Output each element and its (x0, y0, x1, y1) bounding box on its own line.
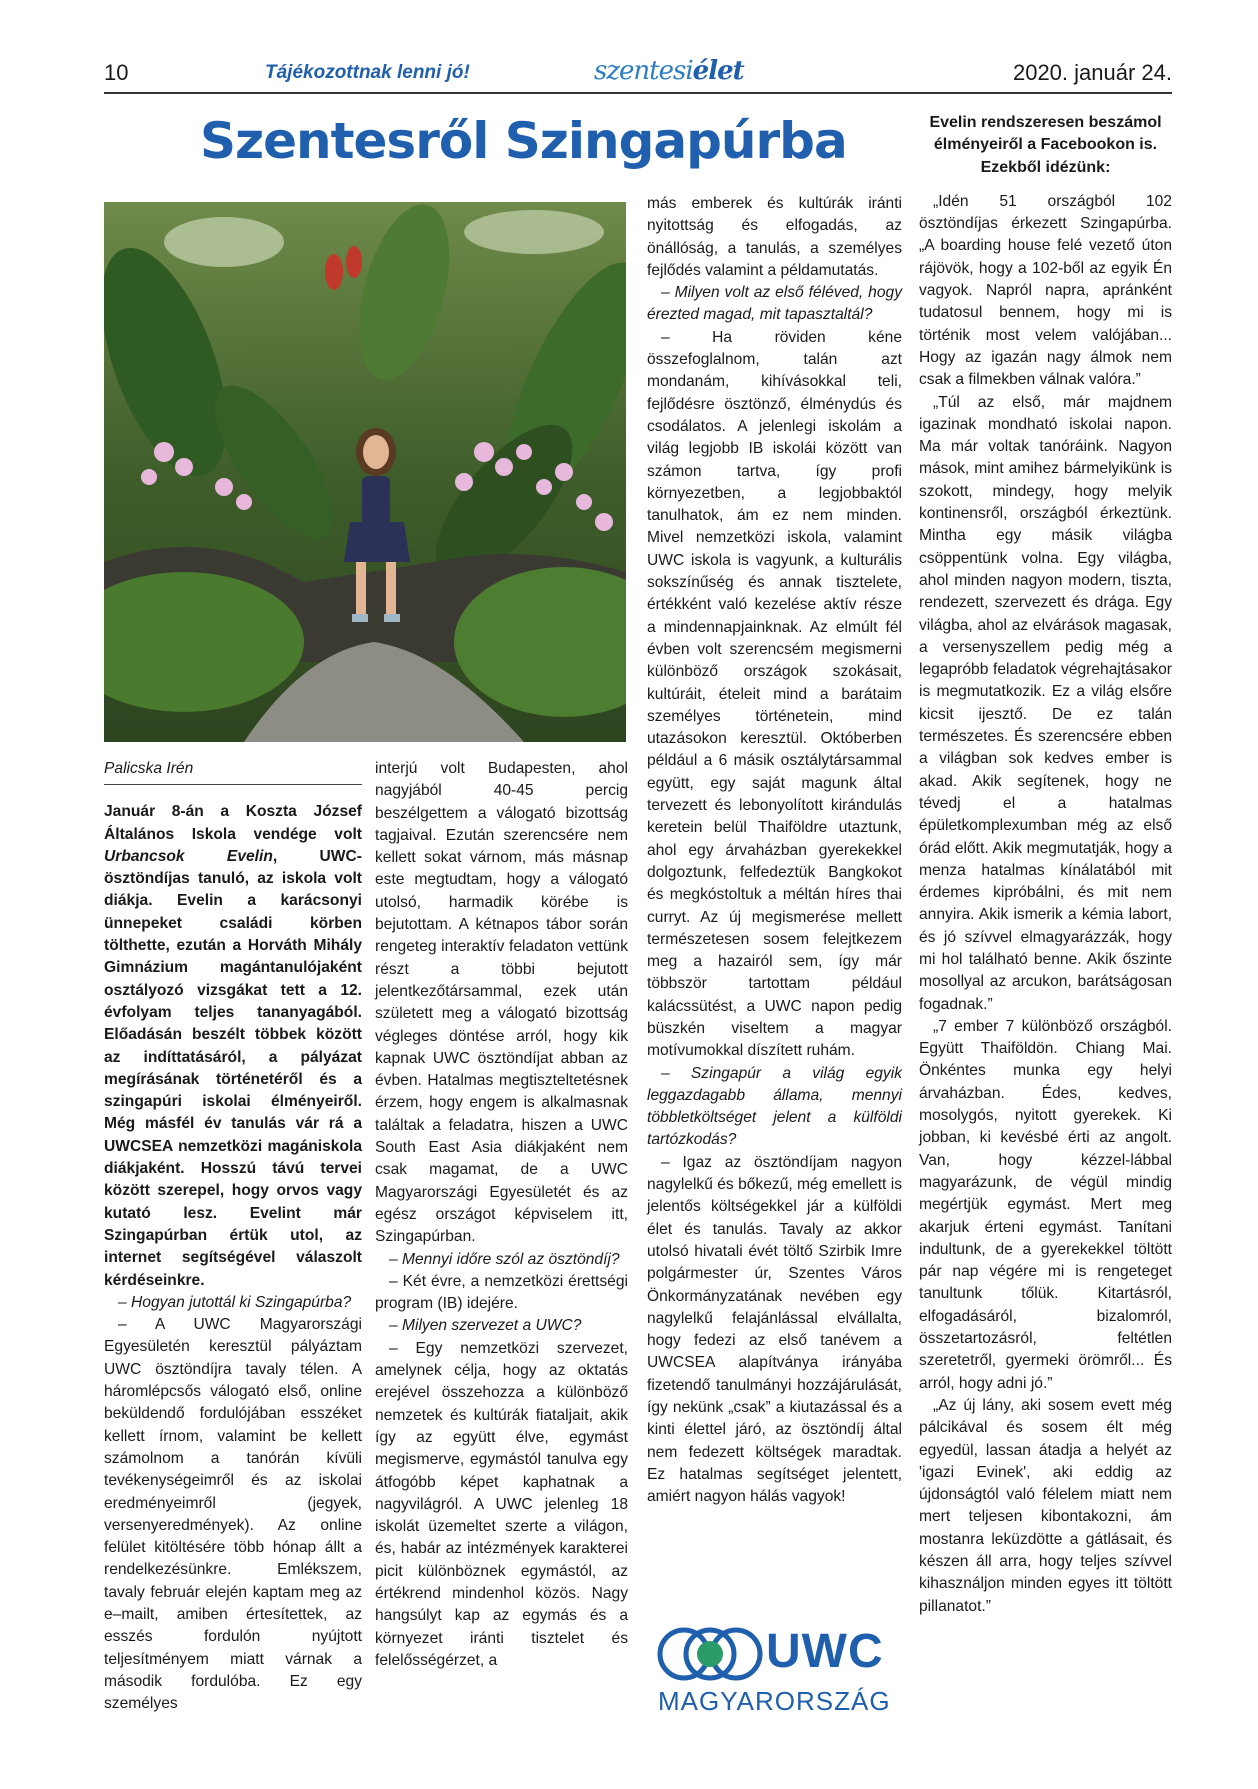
column-4 (919, 112, 1172, 1618)
quote-paragraph: „7 ember 7 különböző országból. Együtt Thaiföldön. Chiang Mai. Önkéntes munka egy helyi árvaházban. Édes, kedves, mosolygós, nyitott gyerekek. Ki jobban, ki kevésbé érti az angolt. Van, hogy kézzel-lábbal magyarázunk, de végül mindig megértjük egymást. Mert meg akarjuk érteni egymást. Tanítani indultunk, de a gyerekekkel töltött pár nap végére mi is rengeteget tanultunk tőlük. Kitartásról, elfogadásáról, bizalomról, összetartozásról, feltétlen szeretetről, gyermeki örömről... És arról, hogy adni jó.” (919, 1017, 1172, 1392)
uwc-logo (656, 1620, 896, 1720)
quote-paragraph: „Idén 51 országból 102 ösztöndíjas érkezett Szingapúrba. „A boarding house felé vezető úton rájövök, hogy a 102-ből az egyik Én vagyok. Napról napra, apránként tudatosul bennem, hogy mi is történik most velem valójában... Hogy az igazán nagy álmok nem csak a filmekben válnak valóra.” (919, 192, 1172, 389)
lead-text-1: Január 8-án a Koszta József Általános Iskola vendége volt (104, 803, 362, 843)
answer-paragraph: – A UWC Magyarországi Egyesületén keresztül pályáztam UWC ösztöndíjra tavaly télen. A háromlépcsős válogató első, online beküldendő fordulójában esszéket kellett írnom, valamint be kellett számolnom a tanórán kívüli tevékenységeimről és az iskolai eredményeimről (jegyek, versenyeredmények). Az online felület kitöltésére több hónap állt a rendelkezésünkre. Emlékszem, tavaly február elején kaptam meg az e–mailt, amiben értesítettek, az esszés fordulón nyújtott teljesítményem miatt várnak a második fordulóba. Ez egy személyes (104, 1316, 362, 1713)
uwc-logo-text: UWC (766, 1625, 884, 1678)
lead-paragraph (104, 801, 362, 1292)
header-rule (104, 92, 1172, 94)
lead-text-2: , UWC-ösztöndíjas tanuló, az iskola volt diákja. Evelin a karácsonyi ünnepeket családi körben tölthette, ezután a Horváth Mihály Gimnázium magántanulójaként osztályozó vizsgákat tett a 12. évfolyam teljes tananyagából. Előadásán beszélt többek között az indíttatásáról, a pályázat megírásának történetéről és a szingapúri iskolai élményeiről. Még másfél év tanulás vár rá a UWCSEA nemzetközi magániskola diákjaként. Hosszú távú tervei között szerepel, hogy orvos vagy kutató lesz. Evelint már Szingapúrban értük utol, az internet segítségével válaszolt kérdéseinkre. (104, 847, 362, 1289)
question: – Hogyan jutottál ki Szingapúrba? (118, 1293, 352, 1311)
masthead-left: szentesi (594, 56, 693, 86)
column-1 (104, 758, 362, 1715)
column-3 (647, 193, 902, 1509)
answer-paragraph: – Két évre, a nemzetközi érettségi program (IB) idejére. (375, 1272, 628, 1313)
article-photo (104, 202, 626, 742)
answer-paragraph: más emberek és kultúrák iránti nyitottság és elfogadás, az önállóság, a tanulás, a személyes fejlődés valamint a példamutatás. (647, 195, 902, 279)
answer-paragraph: interjú volt Budapesten, ahol nagyjából 40-45 percig beszélgettem a válogató bizottság tagjaival. Ezután szerencsére nem kellett sokat várnom, más másnap este megtudtam, hogy a válogató utolsó, harmadik körébe is bejutottam. A kétnapos tábor során rengeteg interaktív feladaton vettünk részt a többi bejutott jelentkezőtársammal, ezek után született meg a válogató bizottság végleges döntése arról, hogy kik kapnak UWC ösztöndíjat abban az évben. Hatalmas megtiszteltetésnek érzem, hogy engem is alkalmasnak találtak a feladatra, hiszen a UWC South East Asia diákjaként nem csak magamat, de a UWC Magyarországi Egyesületét és az egész országot képviselem itt, Szingapúrban. (375, 760, 628, 1246)
quote-paragraph: „Az új lány, aki sosem evett még pálcikával és sosem élt még egyedül, lassan átadja a helyét az 'igazi Evinek', aki eddig az újdonságtól való félelem miatt nem mert teljesen kibontakozni, ám mostanra leküzdötte a gátlásait, és készen áll arra, hogy teljes szívvel kihasználjon minden egyes itt töltött pillanatot.” (919, 1396, 1172, 1615)
header-tagline: Tájékozottnak lenni jó! (265, 62, 470, 83)
question: – Szingapúr a világ egyik leggazdagabb állama, mennyi többletköltséget jelent a külföldi tartózkodás? (647, 1064, 902, 1149)
question: – Milyen volt az első féléved, hogy érezted magad, mit tapasztaltál? (647, 284, 902, 324)
uwc-logo-subtext: MAGYARORSZÁG (658, 1686, 891, 1716)
answer-paragraph: – Igaz az ösztöndíjam nagyon nagylelkű és bőkezű, még emellett is jelentős költségekkel jár a külföldi élet és tanulás. Tavaly az akkor utolsó hivatali évét töltő Szirbik Imre polgármester úr, Szentes Város Önkormányzatának nevében egy nagylelkű felajánlással elvállalta, hogy fedezi az első tanévem a UWCSEA alapítványa irányába fizetendő tanulmányi hozzájárulását, így nekünk „csak” a kiutazással és a kinti élettel járó, az ösztöndíj által nem fedezett költségek maradtak. Ez hatalmas segítséget jelentett, amiért nagyon hálás vagyok! (647, 1153, 902, 1506)
column-2 (375, 758, 628, 1672)
masthead-logo (594, 56, 744, 86)
answer-paragraph: – Ha röviden kéne összefoglalnom, talán azt mondanám, kihívásokkal teli, fejlődésre ösztönző, élménydús és csodálatos. A jelenlegi iskolám a világ legjobb IB iskolái között van számon tartva, így profi környezetben, a legjobbaktól tanulhatok, ám ez nem minden. Mivel nemzetközi iskola, valamint UWC iskola is vagyunk, a kulturális sokszínűség és annak tisztelete, értékként való kezelése aktív része a mindennapjainknak. Az elmúlt fél évben volt szerencsém megismerni különböző országok szokásait, kultúráit, ételeit mind a barátaim személyes történetein, mind utazásokon keresztül. Októberben például a 6 másik osztálytársammal együtt, egy saját magunk által tervezett és lebonyolított kirándulás keretein belül Thaiföldre utaztunk, ahol egy árvaházban gyerekekkel dolgoztunk, felfedeztük Bangkokot és megkóstoltuk a méltán híres thai curryt. Az új megismerése mellett természetesen sosem felejtkezem meg a hazairól sem, így már többször tartottam például kalácssütést, a UWC napon pedig büszkén viseltem a magyar motívumokkal díszített ruhám. (647, 328, 902, 1060)
answer-paragraph: – Egy nemzetközi szervezet, amelynek célja, hogy az oktatás erejével összehozza a különböző nemzetek és kultúrák fiataljait, akik így az együtt élve, egymást megismerve, egymástól tanulva egy átfogóbb képet kaphatnak a nagyvilágról. A UWC jelenleg 18 iskolát üzemeltet szerte a világon, és, habár az intézmények karakterei picit különböznek egymástól, az értékrend mindenhol közös. Nagy hangsúlyt kap az egymás és a környezet iránti tisztelet és felelősségérzet, a (375, 1339, 628, 1669)
question: – Milyen szervezet a UWC? (389, 1317, 582, 1335)
page-number: 10 (104, 60, 129, 85)
lead-name: Urbancsok Evelin (104, 847, 273, 865)
sidebar-intro: Evelin rendszeresen beszámol élményeiről a Facebookon is. Ezekből idézünk: (929, 114, 1162, 176)
byline-author: Palicska Irén (104, 758, 362, 785)
photo-girl-in-garden (104, 202, 626, 742)
globe-circles-icon (656, 1624, 764, 1684)
masthead-right: élet (692, 56, 744, 86)
page-header (104, 56, 1172, 92)
question: – Mennyi időre szól az ösztöndíj? (389, 1250, 620, 1268)
article-title: Szentesről Szingapúrba (200, 112, 847, 170)
issue-date: 2020. január 24. (1012, 60, 1172, 85)
quote-paragraph: „Túl az első, már majdnem igazinak mondható iskolai napon. Ma már voltak tanóráink. Nagyon mások, mint amihez bármelyikünk is szokott, mindegy, hogy melyik kontinensről, országból érkeztünk. Mintha egy másik világba csöppentünk volna. Egy világba, ahol minden nagyon modern, tiszta, rendezett, szervezett és drága. Egy világba, ahol az elvárások magasak, a versenyszellem pedig még a legapróbb feladatok végrehajtásakor is megmutatkozik. Ez a világ elsőre kicsit ijesztő. De ez talán természetes. És szerencsére ebben a világban sok kedves ember is akad. Akik segítenek, hogy ne tévedj el a hatalmas épületkomplexumban még az első órád előtt. Akik megmutatják, hogy a menza hatalmas kínálatából mit érdemes kipróbálni, és mit nem annyira. Akik ismerik a kémia labort, és jó szívvel elmagyarázzák, hogy mi hol található benne. Akik őszinte mosollyal az arcukon, barátságosan fogadnak.” (919, 393, 1172, 1013)
